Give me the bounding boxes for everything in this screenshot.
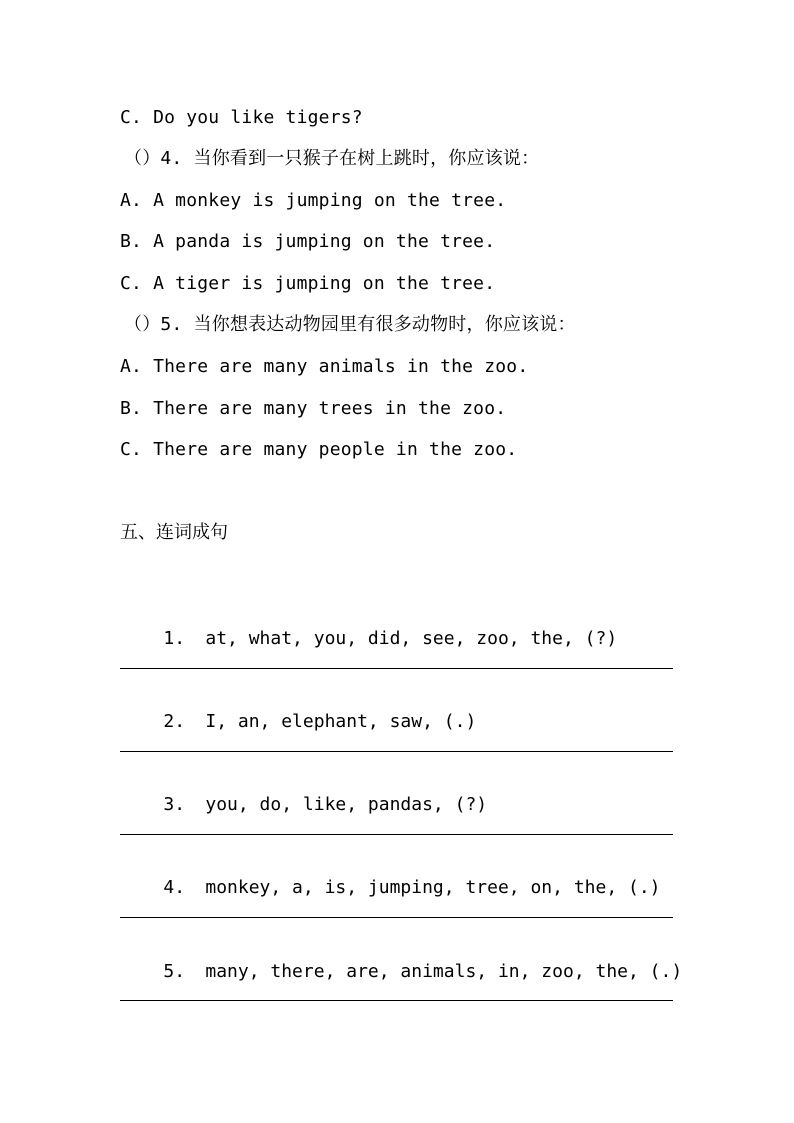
sentence-item-4 (120, 855, 661, 921)
answer-line-3[interactable] (120, 834, 673, 835)
sentence-item-2 (120, 689, 476, 755)
q4-option-b: B. A panda is jumping on the tree. (120, 231, 496, 252)
q5-option-c: C. There are many people in the zoo. (120, 439, 518, 460)
item-words: I, an, elephant, saw, (.) (205, 711, 477, 732)
q5-option-b: B. There are many trees in the zoo. (120, 398, 507, 419)
answer-line-5[interactable] (120, 1000, 673, 1001)
answer-line-2[interactable] (120, 751, 673, 752)
item-words: you, do, like, pandas, (?) (205, 794, 488, 815)
sentence-item-5 (120, 939, 682, 1005)
q5-prompt: （）5. 当你想表达动物园里有很多动物时，你应该说： (124, 314, 576, 335)
item-number: 4. (163, 877, 186, 898)
answer-line-1[interactable] (120, 668, 673, 669)
section-5-title: 五、连词成句 (120, 522, 228, 543)
item-words: monkey, a, is, jumping, tree, on, the, (.) (205, 877, 661, 898)
item-words: at, what, you, did, see, zoo, the, (?) (205, 628, 618, 649)
sentence-item-1 (120, 606, 617, 672)
item-number: 5. (163, 961, 186, 982)
sentence-item-3 (120, 772, 487, 838)
item-number: 3. (163, 794, 186, 815)
q3-option-c: C. Do you like tigers? (120, 107, 363, 128)
item-number: 1. (163, 628, 186, 649)
q4-option-a: A. A monkey is jumping on the tree. (120, 190, 507, 211)
q5-option-a: A. There are many animals in the zoo. (120, 356, 529, 377)
q4-option-c: C. A tiger is jumping on the tree. (120, 273, 496, 294)
item-number: 2. (163, 711, 186, 732)
item-words: many, there, are, animals, in, zoo, the, (.) (205, 961, 683, 982)
q4-prompt: （）4. 当你看到一只猴子在树上跳时，你应该说： (124, 148, 540, 169)
answer-line-4[interactable] (120, 917, 673, 918)
